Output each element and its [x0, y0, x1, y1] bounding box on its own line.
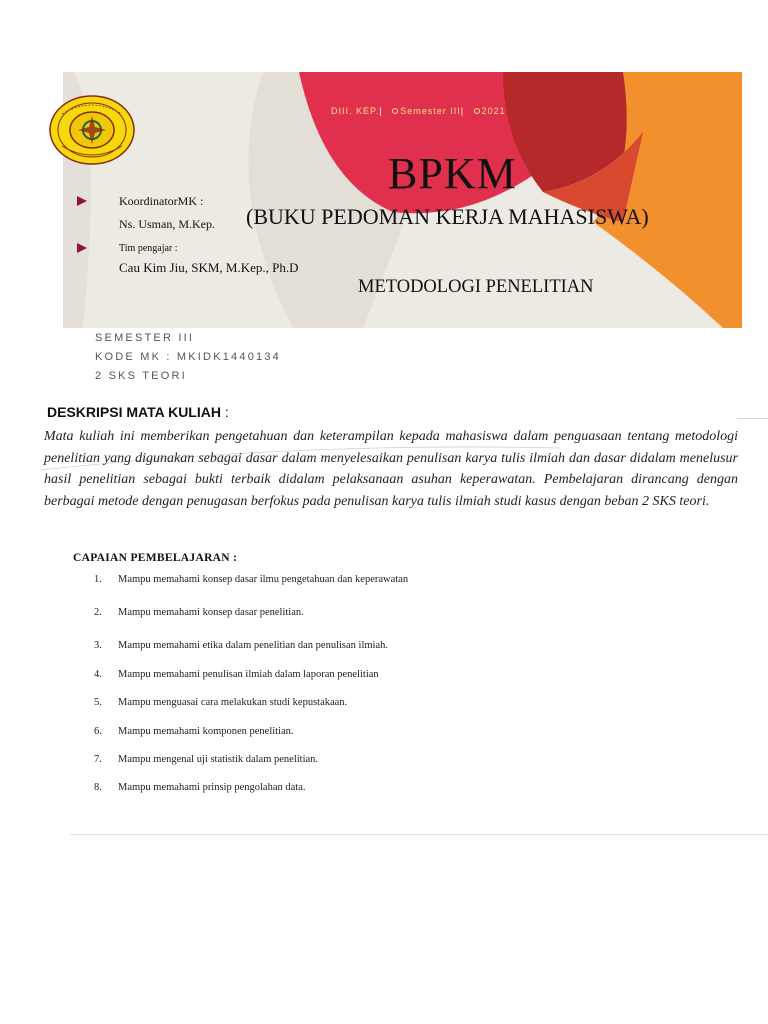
course-meta	[95, 329, 281, 386]
banner-topline: DIII. KEP.| Semester III| 2021	[331, 106, 506, 116]
circle-outline-icon	[392, 108, 398, 114]
course-name: METODOLOGI PENELITIAN	[358, 277, 594, 297]
circle-outline-icon	[474, 108, 480, 114]
divider	[70, 834, 768, 835]
list-item: 2. Mampu memahami konsep dasar penelitian.	[94, 607, 304, 618]
list-item: 3. Mampu memahami etika dalam penelitian dan penulisan ilmiah.	[94, 640, 389, 651]
document-title: BPKM	[388, 149, 517, 198]
list-item: 4. Mampu memahami penulisan ilmiah dalam laporan penelitian	[94, 669, 379, 680]
meta-semester: SEMESTER III	[95, 332, 195, 344]
deskripsi-body: Mata kuliah ini memberikan pengetahuan dan keterampilan kepada mahasiswa dalam penguasaan tentang metodologi penelitian yang digunakan sebagai dasar dalam menyelesaikan penulisan karya tulis ilmiah dan dasar didalam menelusur hasil penelitian sebagai bukti terbaik didalam pelaksanaan asuhan keperawatan. Pembelajaran dirancang dengan berbagai metode dengan penugasan berfokus pada penulisan karya tulis ilmiah studi kasus dengan beban 2 SKS teori.	[44, 429, 738, 509]
list-item: 5. Mampu menguasai cara melakukan studi kepustakaan.	[94, 697, 348, 708]
program-label: DIII. KEP.	[331, 106, 380, 116]
university-seal	[48, 94, 136, 166]
meta-kode: KODE MK : MKIDK1440134	[95, 351, 281, 363]
list-item: 1. Mampu memahami konsep dasar ilmu pengetahuan dan keperawatan	[94, 574, 409, 585]
document-subtitle: (BUKU PEDOMAN KERJA MAHASISWA)	[246, 204, 649, 229]
capaian-heading: CAPAIAN PEMBELAJARAN :	[73, 552, 238, 564]
koordinator-name: Ns. Usman, M.Kep.	[119, 217, 215, 231]
divider	[737, 418, 768, 419]
koordinator-label: KoordinatorMK :	[119, 194, 204, 208]
list-item: 8. Mampu memahami prinsip pengolahan data.	[94, 782, 306, 793]
semester-label: Semester III	[400, 106, 461, 116]
deskripsi-heading: DESKRIPSI MATA KULIAH :	[47, 404, 229, 420]
triangle-right-icon	[77, 196, 87, 206]
year-label: 2021	[481, 106, 506, 116]
tim-pengajar-name: Cau Kim Jiu, SKM, M.Kep., Ph.D	[119, 260, 299, 275]
meta-sks: 2 SKS TEORI	[95, 370, 187, 382]
list-item: 6. Mampu memahami komponen penelitian.	[94, 726, 294, 737]
tim-pengajar-label: Tim pengajar :	[119, 243, 178, 254]
triangle-right-icon	[77, 243, 87, 253]
cover-banner	[63, 72, 742, 328]
list-item: 7. Mampu mengenal uji statistik dalam penelitian.	[94, 754, 319, 765]
